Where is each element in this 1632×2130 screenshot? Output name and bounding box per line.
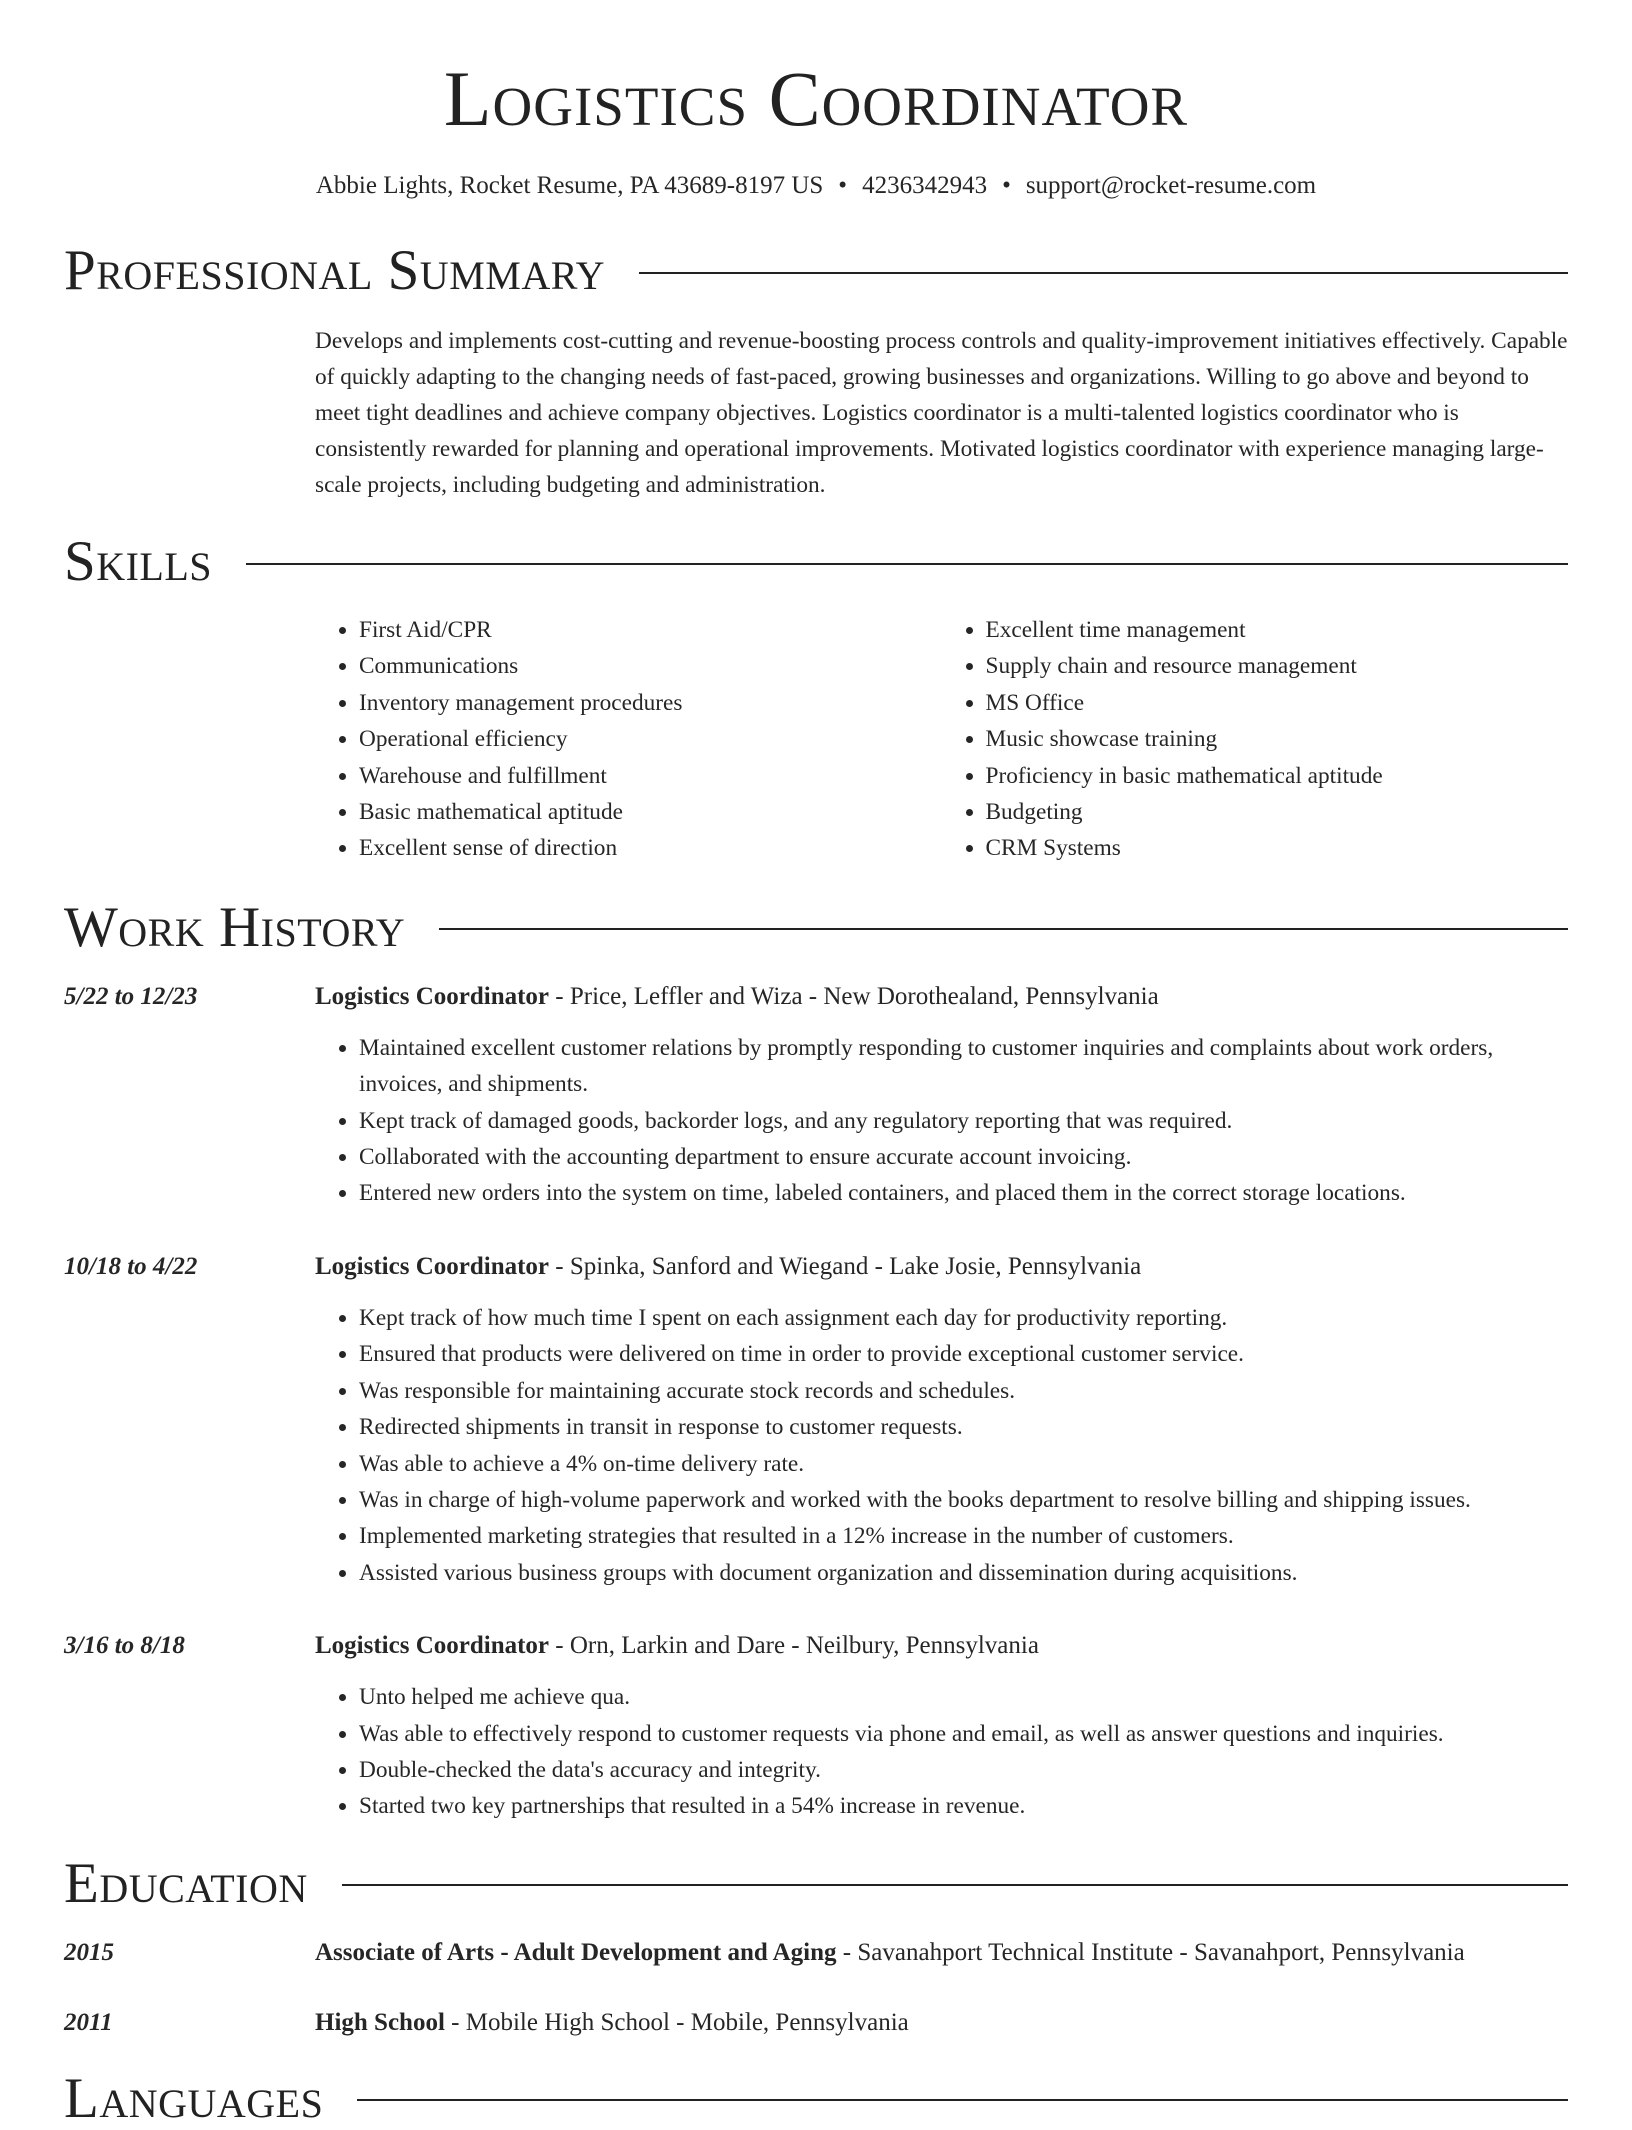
job-dates: 10/18 to 4/22: [64, 1252, 198, 1280]
skills-heading: Skills: [64, 530, 213, 593]
job-entry: [64, 1250, 1568, 1591]
skills-column-left: [315, 612, 942, 867]
education-school: - Mobile High School - Mobile, Pennsylvania: [444, 2008, 909, 2036]
education-degree: High School: [315, 2008, 445, 2036]
contact-separator: •: [838, 172, 848, 199]
job-dates: 5/22 to 12/23: [64, 982, 198, 1010]
contact-line: [64, 172, 1568, 200]
job-bullet: • Implemented marketing strategies that resulted in a 12% increase in the number of customers.: [359, 1518, 1568, 1554]
job-employer: - Spinka, Sanford and Wiegand - Lake Josie, Pennsylvania: [549, 1252, 1142, 1280]
skill-item: • Inventory management procedures: [359, 685, 942, 721]
work-history-list: [64, 980, 1568, 1825]
contact-phone: 4236342943: [862, 172, 988, 199]
job-dates: 3/16 to 8/18: [64, 1632, 185, 1660]
section-divider: [357, 2099, 1568, 2101]
job-info: [315, 980, 1159, 1014]
job-bullet: • Entered new orders into the system on time, labeled containers, and placed them in the correct storage locations.: [359, 1175, 1568, 1211]
job-bullets: [315, 1030, 1568, 1212]
job-header: [64, 980, 1568, 1014]
skill-item: • Warehouse and fulfillment: [359, 758, 942, 794]
job-entry: [64, 980, 1568, 1212]
job-title: Logistics Coordinator: [315, 982, 550, 1010]
job-bullet: • Kept track of damaged goods, backorder logs, and any regulatory reporting that was required.: [359, 1103, 1568, 1139]
job-header: [64, 1250, 1568, 1284]
skill-item: • Excellent time management: [986, 612, 1569, 648]
skill-item: • MS Office: [986, 685, 1569, 721]
skill-item: • Excellent sense of direction: [359, 830, 942, 866]
education-entry: [64, 2006, 1568, 2040]
skill-item: • Budgeting: [986, 794, 1569, 830]
job-bullet: • Double-checked the data's accuracy and integrity.: [359, 1752, 1568, 1788]
job-bullet: • Collaborated with the accounting department to ensure accurate account invoicing.: [359, 1139, 1568, 1175]
job-title: Logistics Coordinator: [315, 1632, 550, 1660]
education-info: [315, 1936, 1465, 1970]
section-divider: [639, 272, 1568, 274]
work-section-header: [64, 895, 1568, 959]
skill-item: • First Aid/CPR: [359, 612, 942, 648]
education-list: [64, 1936, 1568, 2040]
summary-heading: Professional Summary: [64, 239, 606, 302]
summary-section-header: [64, 239, 1568, 302]
education-section-header: [64, 1851, 1568, 1915]
job-bullet: • Was able to achieve a 4% on-time delivery rate.: [359, 1446, 1568, 1482]
skills-section-header: [64, 530, 1568, 593]
job-bullet: • Unto helped me achieve qua.: [359, 1679, 1568, 1715]
education-heading: Education: [64, 1851, 308, 1915]
job-bullet: • Assisted various business groups with document organization and dissemination during acquisitions.: [359, 1555, 1568, 1591]
section-divider: [246, 563, 1568, 565]
job-bullet: • Was responsible for maintaining accurate stock records and schedules.: [359, 1373, 1568, 1409]
section-divider: [342, 1884, 1568, 1886]
contact-email: support@rocket-resume.com: [1025, 172, 1317, 199]
job-employer: - Orn, Larkin and Dare - Neilbury, Pennsylvania: [549, 1632, 1039, 1660]
education-info: [315, 2006, 909, 2040]
resume-title: Logistics Coordinator: [443, 55, 1189, 142]
skill-item: • Music showcase training: [986, 721, 1569, 757]
job-bullet: • Maintained excellent customer relations by promptly responding to customer inquiries and complaints about work orders, invoices, and shipments.: [359, 1030, 1568, 1103]
education-degree: Associate of Arts - Adult Development and Aging: [315, 1938, 837, 1966]
languages-heading: Languages: [64, 2066, 324, 2130]
job-header: [64, 1629, 1568, 1663]
skill-item: • Supply chain and resource management: [986, 648, 1569, 684]
education-year: 2011: [64, 2008, 113, 2036]
education-entry: [64, 1936, 1568, 1970]
skills-column-right: [942, 612, 1569, 867]
job-entry: [64, 1629, 1568, 1825]
skill-item: • Operational efficiency: [359, 721, 942, 757]
job-bullet: • Started two key partnerships that resulted in a 54% increase in revenue.: [359, 1788, 1568, 1824]
section-divider: [439, 928, 1568, 930]
skill-item: • Basic mathematical aptitude: [359, 794, 942, 830]
contact-separator: •: [1002, 172, 1011, 199]
work-heading: Work History: [64, 895, 406, 959]
education-school: - Savanahport Technical Institute - Savanahport, Pennsylvania: [836, 1938, 1465, 1966]
job-bullets: [315, 1300, 1568, 1591]
job-employer: - Price, Leffler and Wiza - New Dorothealand, Pennsylvania: [549, 982, 1159, 1010]
skill-item: • Communications: [359, 648, 942, 684]
skill-item: • CRM Systems: [986, 830, 1569, 866]
contact-address: Abbie Lights, Rocket Resume, PA 43689-8197 US: [315, 172, 824, 199]
job-bullet: • Redirected shipments in transit in response to customer requests.: [359, 1409, 1568, 1445]
job-title: Logistics Coordinator: [315, 1252, 550, 1280]
job-bullets: [315, 1679, 1568, 1825]
job-info: [315, 1629, 1039, 1663]
job-info: [315, 1250, 1141, 1284]
skills-list: [315, 612, 1568, 867]
job-bullet: • Was in charge of high-volume paperwork and worked with the books department to resolve billing and shipping issues.: [359, 1482, 1568, 1518]
job-bullet: • Was able to effectively respond to customer requests via phone and email, as well as answer questions and inquiries.: [359, 1716, 1568, 1752]
skill-item: • Proficiency in basic mathematical aptitude: [986, 758, 1569, 794]
job-bullet: • Kept track of how much time I spent on each assignment each day for productivity reporting.: [359, 1300, 1568, 1336]
job-bullet: • Ensured that products were delivered on time in order to provide exceptional customer service.: [359, 1336, 1568, 1372]
languages-section-header: [64, 2066, 1568, 2130]
education-year: 2015: [64, 1938, 114, 1966]
summary-text: Develops and implements cost-cutting and revenue-boosting process controls and quality-improvement initiatives effectively. Capable of quickly adapting to the changing needs of fast-paced, growing businesses and organizations. Willing to go above and beyond to meet tight deadlines and achieve company objectives. Logistics coordinator is a multi-talented logistics coordinator who is consistently rewarded for planning and operational improvements. Motivated logistics coordinator with experience managing large-scale projects, including budgeting and administration.: [315, 328, 1568, 498]
